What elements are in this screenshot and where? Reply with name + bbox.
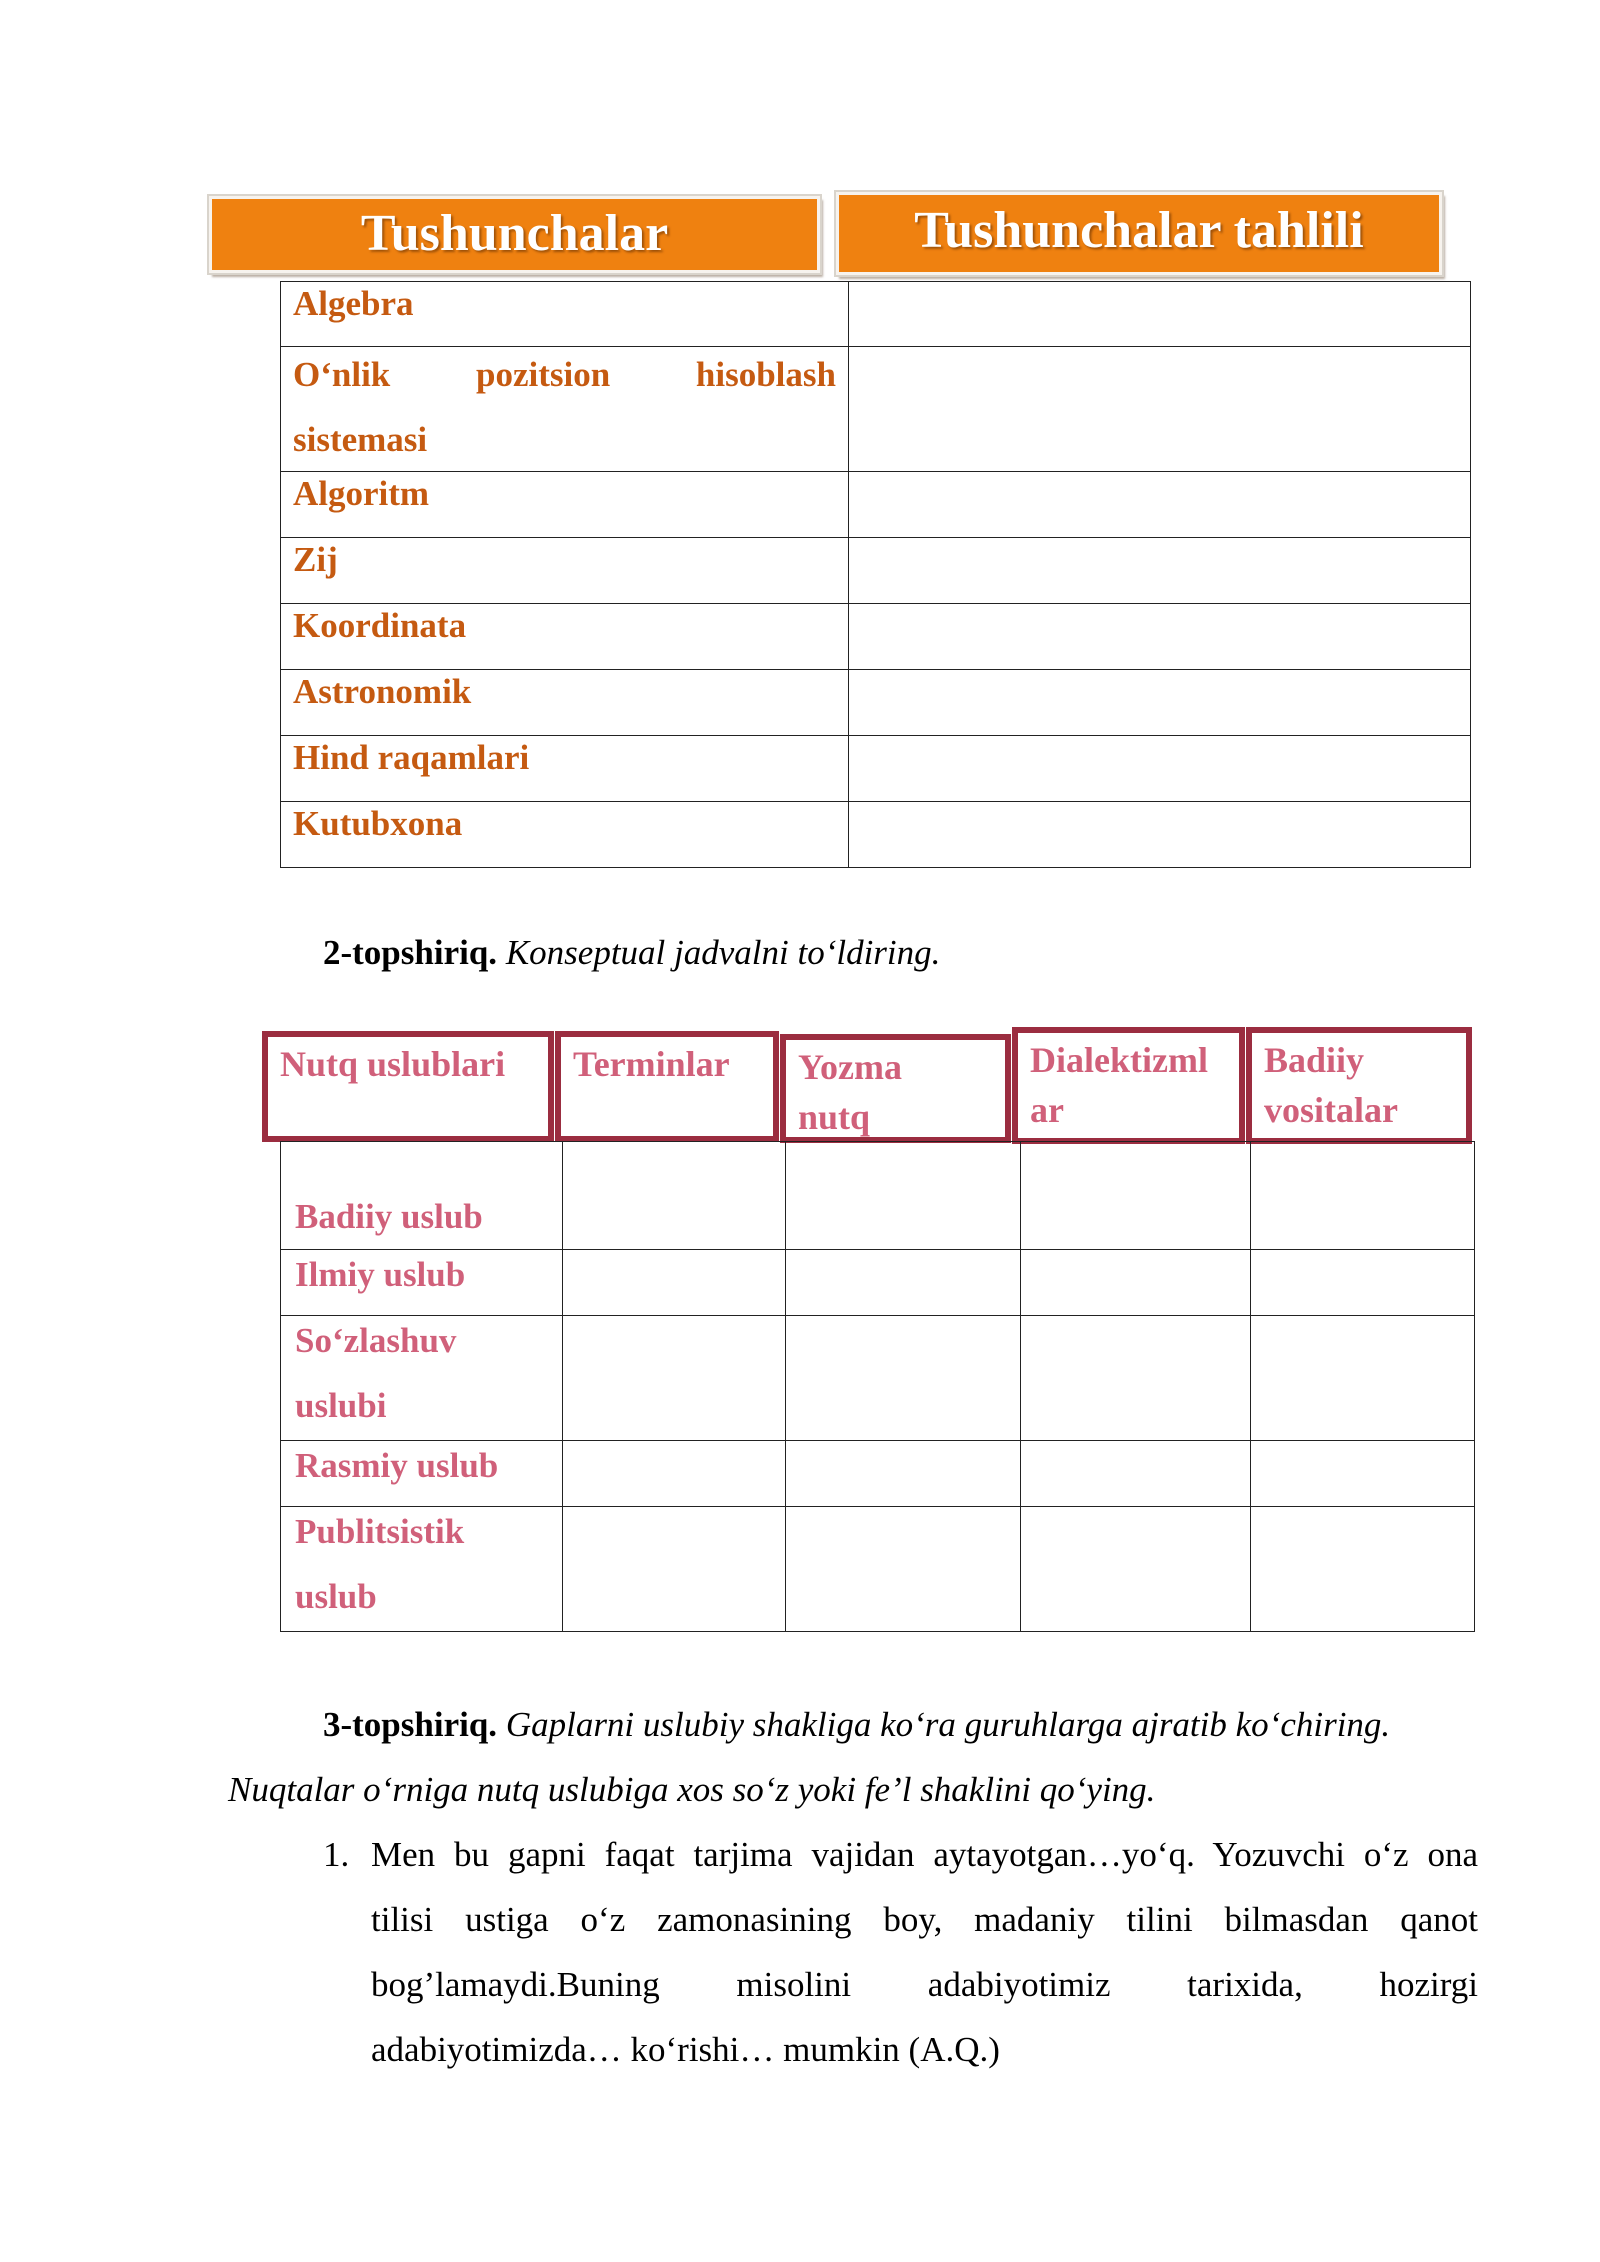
table1-header-concepts: Tushunchalar — [209, 196, 820, 273]
answer-cell[interactable] — [849, 604, 1471, 670]
table2-header-written-speech — [780, 1034, 1011, 1143]
table-cell — [281, 1507, 563, 1632]
answer-cell[interactable] — [786, 1142, 1021, 1250]
header-line: Yozma — [798, 1047, 902, 1087]
answer-cell[interactable] — [1251, 1507, 1475, 1632]
header-line: ar — [1030, 1090, 1064, 1130]
table-row — [281, 282, 1471, 347]
task2-paragraph — [323, 920, 1473, 985]
table-cell — [281, 736, 849, 802]
task3-paragraph-cont — [228, 1757, 1473, 1822]
table-cell — [281, 282, 849, 347]
answer-cell[interactable] — [1251, 1316, 1475, 1441]
table-cell — [281, 670, 849, 736]
task3-label: 3-topshiriq. — [323, 1705, 498, 1744]
list-item-line: Men bu gapni faqat tarjima vajidan aytayotgan…yo‘q. Yozuvchi o‘z ona — [371, 1835, 1478, 1874]
answer-cell[interactable] — [786, 1316, 1021, 1441]
answer-cell[interactable] — [786, 1441, 1021, 1507]
answer-cell[interactable] — [849, 670, 1471, 736]
table-cell — [281, 347, 849, 472]
answer-cell[interactable] — [563, 1142, 786, 1250]
answer-cell[interactable] — [1021, 1316, 1251, 1441]
answer-cell[interactable] — [786, 1250, 1021, 1316]
answer-cell[interactable] — [849, 347, 1471, 472]
task3-paragraph — [323, 1692, 1473, 1757]
list-item — [371, 1822, 1478, 2082]
table-cell — [281, 1441, 563, 1507]
answer-cell[interactable] — [849, 736, 1471, 802]
table-cell — [281, 1250, 563, 1316]
concept-decimal-system-line1: O‘nlik pozitsion hisoblash — [293, 355, 836, 394]
concept-algorithm: Algoritm — [293, 474, 430, 513]
speech-styles-table — [280, 1141, 1475, 1632]
answer-cell[interactable] — [849, 282, 1471, 347]
table-row — [281, 736, 1471, 802]
concept-coordinate: Koordinata — [293, 606, 467, 645]
concept-zij: Zij — [293, 540, 338, 579]
table2-header-terms — [555, 1031, 779, 1142]
table-row — [281, 1507, 1475, 1632]
header-line: Dialektizml — [1030, 1040, 1208, 1080]
table-row — [281, 1441, 1475, 1507]
table-cell — [281, 1142, 563, 1250]
answer-cell[interactable] — [1021, 1441, 1251, 1507]
answer-cell[interactable] — [1021, 1142, 1251, 1250]
table-cell — [281, 1316, 563, 1441]
table-row — [281, 347, 1471, 472]
answer-cell[interactable] — [563, 1316, 786, 1441]
list-item-line: tilisi ustiga o‘z zamonasining boy, madaniy tilini bilmasdan qanot — [371, 1900, 1478, 1939]
style-artistic: Badiiy uslub — [295, 1197, 483, 1236]
table-cell — [281, 802, 849, 868]
header-line: Badiiy — [1264, 1040, 1365, 1080]
answer-cell[interactable] — [563, 1250, 786, 1316]
table-row — [281, 670, 1471, 736]
style-official: Rasmiy uslub — [295, 1446, 499, 1485]
table-row — [281, 1142, 1475, 1250]
style-publicistic-line2: uslub — [295, 1577, 377, 1616]
header-line: Terminlar — [573, 1044, 730, 1084]
style-colloquial-line2: uslubi — [295, 1386, 387, 1425]
table-cell — [281, 538, 849, 604]
task2-instruction: Konseptual jadvalni to‘ldiring. — [505, 933, 941, 972]
header-line: vositalar — [1264, 1090, 1398, 1130]
concepts-table — [280, 281, 1471, 868]
answer-cell[interactable] — [1021, 1250, 1251, 1316]
answer-cell[interactable] — [1251, 1142, 1475, 1250]
header-line: Nutq uslublari — [280, 1044, 506, 1084]
task3-instruction-line1: Gaplarni uslubiy shakliga ko‘ra guruhlarga ajratib ko‘chiring. — [505, 1705, 1391, 1744]
table1-header-analysis: Tushunchalar tahlili — [836, 192, 1442, 275]
concept-decimal-system-line2: sistemasi — [293, 420, 428, 459]
concept-algebra: Algebra — [293, 284, 414, 323]
answer-cell[interactable] — [849, 472, 1471, 538]
style-publicistic-line1: Publitsistik — [295, 1512, 465, 1551]
table-row — [281, 802, 1471, 868]
concept-library: Kutubxona — [293, 804, 463, 843]
header-line: nutq — [798, 1097, 871, 1137]
answer-cell[interactable] — [563, 1507, 786, 1632]
answer-cell[interactable] — [786, 1507, 1021, 1632]
answer-cell[interactable] — [849, 538, 1471, 604]
table2-header-speech-styles — [262, 1031, 554, 1142]
table-row — [281, 604, 1471, 670]
concept-astronomic: Astronomik — [293, 672, 472, 711]
table-row — [281, 538, 1471, 604]
table-row — [281, 1316, 1475, 1441]
answer-cell[interactable] — [1251, 1441, 1475, 1507]
concept-hindu-numerals: Hind raqamlari — [293, 738, 530, 777]
answer-cell[interactable] — [849, 802, 1471, 868]
answer-cell[interactable] — [1021, 1507, 1251, 1632]
answer-cell[interactable] — [563, 1441, 786, 1507]
style-scientific: Ilmiy uslub — [295, 1255, 466, 1294]
task3-instruction-line2: Nuqtalar o‘rniga nutq uslubiga xos so‘z yoki fe’l shaklini qo‘ying. — [228, 1770, 1156, 1809]
task2-label: 2-topshiriq. — [323, 933, 498, 972]
table-cell — [281, 472, 849, 538]
table-row — [281, 472, 1471, 538]
list-item-line: adabiyotimizda… ko‘rishi… mumkin (A.Q.) — [371, 2030, 1000, 2069]
list-item-line: bog’lamaydi.Buning misolini adabiyotimiz tarixida, hozirgi — [371, 1965, 1478, 2004]
table2-header-artistic-means — [1246, 1027, 1472, 1144]
table-cell — [281, 604, 849, 670]
list-item-number: 1. — [323, 1835, 350, 1874]
table-row — [281, 1250, 1475, 1316]
answer-cell[interactable] — [1251, 1250, 1475, 1316]
table2-header-dialectisms — [1012, 1027, 1245, 1144]
style-colloquial-line1: So‘zlashuv — [295, 1321, 457, 1360]
